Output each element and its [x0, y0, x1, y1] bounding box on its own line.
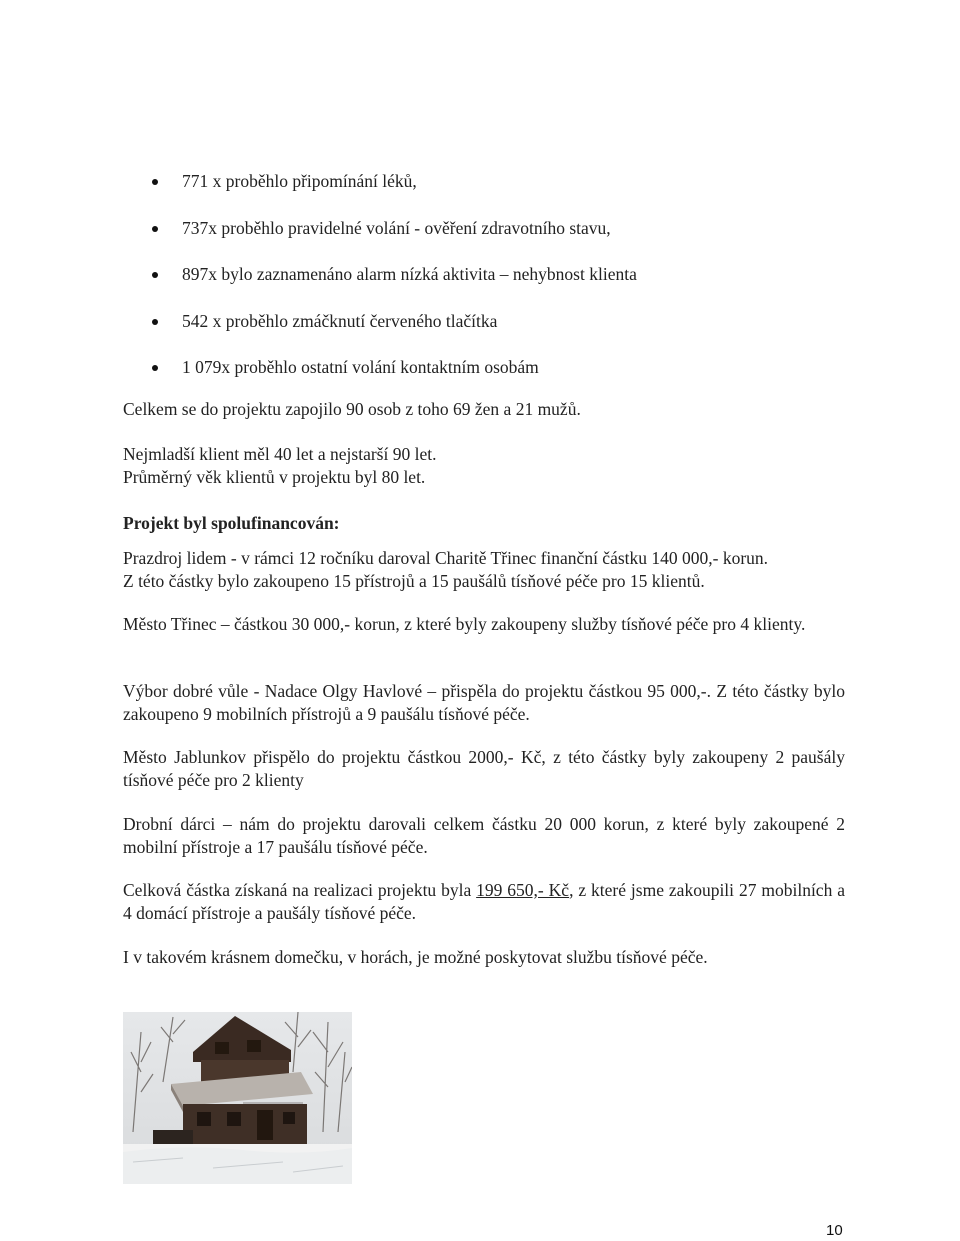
list-item-text: 542 x proběhlo zmáčknutí červeného tlačítka: [182, 310, 498, 331]
bullet-icon: [152, 272, 158, 278]
page-number: 10: [826, 1222, 843, 1239]
paragraph-closing: I v takovém krásnem domečku, v horách, je možné poskytovat službu tísňové péče.: [123, 947, 708, 967]
bullet-icon: [152, 226, 158, 232]
list-item-text: 737x proběhlo pravidelné volání - ověření zdravotního stavu,: [182, 217, 611, 238]
list-item-text: 1 079x proběhlo ostatní volání kontaktním osobám: [182, 357, 539, 377]
list-item: [148, 310, 637, 357]
total-amount: 199 650,- Kč: [476, 880, 570, 900]
cofinancing-heading: Projekt byl spolufinancován:: [123, 513, 340, 533]
statistics-list: [148, 170, 637, 403]
paragraph-total-amount: [123, 879, 845, 924]
bullet-icon: [152, 365, 158, 371]
bullet-icon: [152, 319, 158, 325]
bullet-icon: [152, 179, 158, 185]
total-text-start: Celková částka získaná na realizaci projektu byla: [123, 880, 477, 900]
list-item-text: 897x bylo zaznamenáno alarm nízká aktivita – nehybnost klienta: [182, 264, 637, 284]
paragraph-drobni-darci: Drobní dárci – nám do projektu darovali celkem částku 20 000 korun, z které byly zakoupené 2 mobilní přístroje a 17 paušálu tísňové péče.: [123, 814, 845, 857]
summary-age-range: Nejmladší klient měl 40 let a nejstarší 90 let.: [123, 444, 437, 464]
paragraph-nadace: Výbor dobré vůle - Nadace Olgy Havlové – přispěla do projektu částkou 95 000,-. Z této částky bylo zakoupeno 9 mobilních přístrojů a 9 paušálu tísňové péče.: [123, 681, 845, 724]
list-item: [148, 217, 637, 264]
paragraph-mesto-trinec: Město Třinec – částkou 30 000,- korun, z které byly zakoupeny služby tísňové péče pro 4 klienty.: [123, 614, 806, 634]
summary-participants: Celkem se do projektu zapojilo 90 osob z toho 69 žen a 21 mužů.: [123, 399, 581, 419]
house-photo: [123, 1012, 352, 1184]
paragraph-jablunkov: Město Jablunkov přispělo do projektu částkou 2000,- Kč, z této částky byly zakoupeny 2 paušály tísňové péče pro 2 klienty: [123, 747, 845, 790]
paragraph-prazdroj-line2: Z této částky bylo zakoupeno 15 přístrojů a 15 paušálů tísňové péče pro 15 klientů.: [123, 571, 705, 591]
list-item: [148, 170, 637, 217]
list-item: [148, 356, 637, 403]
summary-average-age: Průměrný věk klientů v projektu byl 80 let.: [123, 467, 426, 487]
paragraph-prazdroj-line1: Prazdroj lidem - v rámci 12 ročníku daroval Charitě Třinec finanční částku 140 000,- korun.: [123, 548, 769, 568]
list-item-text: 771 x proběhlo připomínání léků,: [182, 171, 417, 191]
total-text-end: , z které jsme zakoupili 27 mobilních a 4 domácí přístroje a paušály tísňové péče.: [123, 880, 845, 923]
list-item: [148, 263, 637, 310]
